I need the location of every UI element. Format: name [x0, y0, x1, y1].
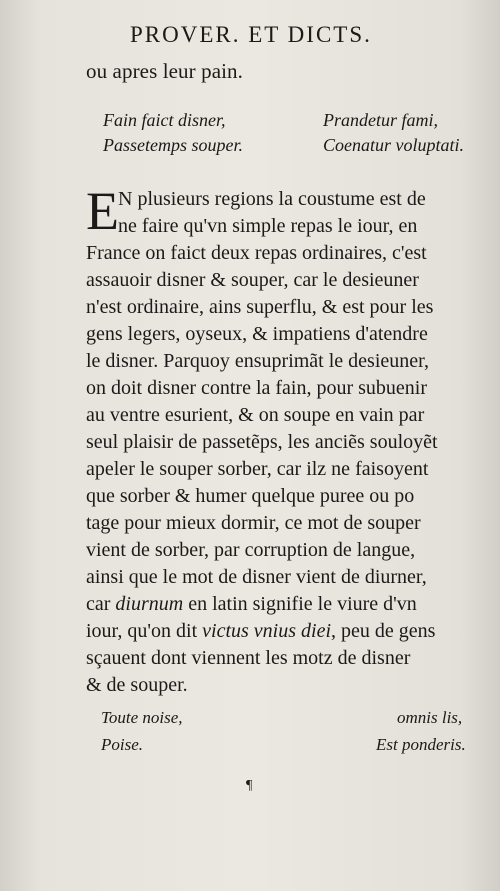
- text-run: , peu de gens: [331, 620, 436, 642]
- latin-term: diurnum: [115, 593, 184, 615]
- verse-french-line-2: Poise.: [101, 735, 144, 754]
- paragraph-line: vient de sorber, par corruption de langue,: [86, 539, 416, 561]
- paragraph-line: [86, 592, 417, 616]
- verse-latin-line-2: Est ponderis.: [376, 735, 466, 754]
- paragraph-line: tage pour mieux dormir, ce mot de souper: [86, 512, 421, 534]
- paragraph-line: au ventre esurient, & on soupe en vain par: [86, 404, 425, 426]
- paragraph-line: [86, 619, 435, 643]
- paragraph-line: n'est ordinaire, ains superflu, & est pour les: [86, 296, 434, 318]
- text-run: iour, qu'on dit: [86, 620, 203, 642]
- proverb-latin-line-2: Coenatur voluptati.: [323, 135, 464, 155]
- text-run: car: [86, 593, 116, 615]
- text-run: en latin signifie le viure d'vn: [183, 593, 417, 615]
- paragraph-line: France on faict deux repas ordinaires, c'est: [86, 242, 427, 264]
- running-head: PROVER. ET DICTS.: [130, 22, 372, 47]
- proverb-french-line-2: Passetemps souper.: [103, 135, 243, 155]
- drop-capital: E: [86, 181, 119, 241]
- verse-latin-line-1: omnis lis,: [397, 708, 463, 727]
- latin-phrase: victus vnius diei: [202, 620, 331, 642]
- proverb-latin-line-1: Prandetur fami,: [323, 110, 438, 130]
- verse-french-line-1: Toute noise,: [101, 708, 183, 727]
- paragraph-line: ne faire qu'vn simple repas le iour, en: [118, 215, 418, 237]
- paragraph-line: seul plaisir de passetẽps, les anciẽs souloyẽt: [86, 431, 438, 453]
- paragraph-line: apeler le souper sorber, car ilz ne faisoyent: [86, 458, 429, 480]
- paragraph-line: on doit disner contre la fain, pour subuenir: [86, 377, 428, 399]
- paragraph-line: sçauent dont viennent les motz de disner: [86, 647, 411, 669]
- paragraph-line: & de souper.: [86, 674, 188, 696]
- paragraph-line: assauoir disner & souper, car le desieuner: [86, 269, 419, 291]
- paragraph-line: gens legers, oyseux, & impatiens d'atendre: [86, 323, 428, 345]
- paragraph-line: le disner. Parquoy ensuprimãt le desieuner,: [86, 350, 429, 372]
- proverb-french-line-1: Fain faict disner,: [103, 110, 226, 130]
- bottom-ornament: ¶: [246, 778, 253, 793]
- paragraph-line: ainsi que le mot de disner vient de diurner,: [86, 566, 427, 588]
- continuation-line: ou apres leur pain.: [86, 59, 244, 83]
- paragraph-line: que sorber & humer quelque puree ou po: [86, 485, 415, 507]
- paragraph-line: N plusieurs regions la coustume est de: [118, 188, 426, 210]
